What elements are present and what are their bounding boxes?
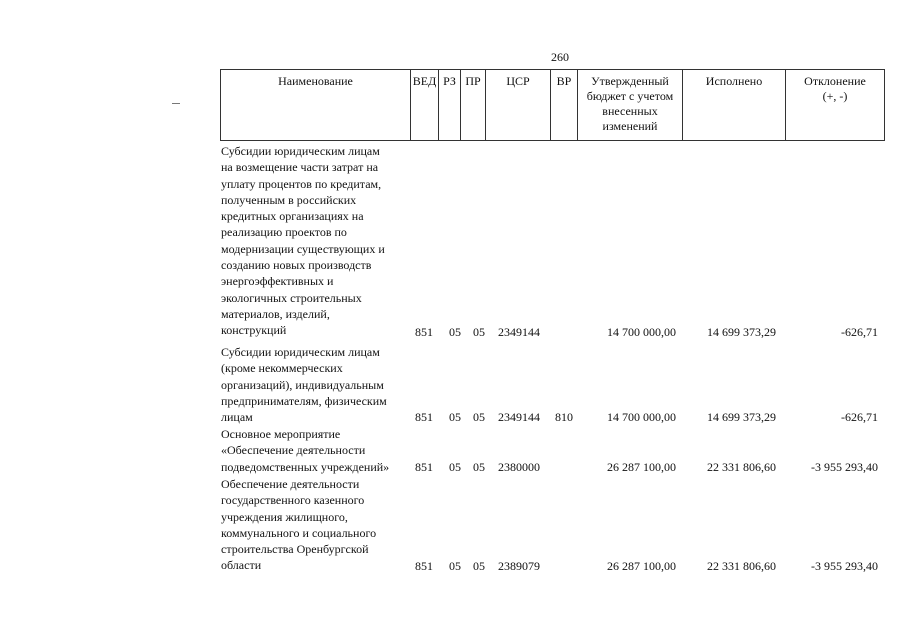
row-csr: 2349144 <box>498 410 540 424</box>
row-approved: 14 700 000,00 <box>607 410 676 424</box>
header-executed: Исполнено <box>683 70 786 140</box>
row-deviation: -3 955 293,40 <box>811 460 878 474</box>
row-deviation: -3 955 293,40 <box>811 559 878 573</box>
table-header <box>220 69 885 141</box>
row-deviation: -626,71 <box>841 410 878 424</box>
table-row <box>221 426 886 475</box>
row-csr: 2389079 <box>498 559 540 573</box>
header-csr: ЦСР <box>486 70 551 140</box>
row-executed: 14 699 373,29 <box>707 325 776 339</box>
table-row <box>221 476 886 574</box>
row-ved: 851 <box>415 460 433 474</box>
row-ved: 851 <box>415 559 433 573</box>
row-rz: 05 <box>449 410 461 424</box>
header-deviation: Отклонение (+, -) <box>804 74 866 103</box>
margin-mark <box>172 103 180 104</box>
row-ved: 851 <box>415 410 433 424</box>
row-name: Субсидии юридическим лицам на возмещение части затрат на уплату процентов по кредитам, полученным в российских кредитных организациях на реализацию проектов по модернизации существующих и созданию новых производств энергоэффективных и экологичных строительных материалов, изделий, конструкций <box>221 144 385 338</box>
row-ved: 851 <box>415 325 433 339</box>
header-ved: ВЕД <box>411 70 439 140</box>
row-csr: 2349144 <box>498 325 540 339</box>
row-approved: 14 700 000,00 <box>607 325 676 339</box>
row-name: Основное мероприятие «Обеспечение деятельности подведомственных учреждений» <box>221 427 390 474</box>
row-vr: 810 <box>555 410 573 424</box>
header-vr: ВР <box>551 70 578 140</box>
row-pr: 05 <box>473 410 485 424</box>
row-pr: 05 <box>473 559 485 573</box>
header-approved: Утвержденный бюджет с учетом внесенных изменений <box>578 70 683 140</box>
row-executed: 14 699 373,29 <box>707 410 776 424</box>
row-rz: 05 <box>449 325 461 339</box>
row-approved: 26 287 100,00 <box>607 460 676 474</box>
header-rz: РЗ <box>439 70 461 140</box>
row-csr: 2380000 <box>498 460 540 474</box>
row-name: Субсидии юридическим лицам (кроме некоммерческих организаций), индивидуальным предпринимателям, физическим лицам <box>221 345 387 425</box>
row-deviation: -626,71 <box>841 325 878 339</box>
table-row <box>221 344 886 425</box>
page-number: 260 <box>551 50 569 64</box>
row-executed: 22 331 806,60 <box>707 559 776 573</box>
row-executed: 22 331 806,60 <box>707 460 776 474</box>
header-pr: ПР <box>461 70 486 140</box>
row-name: Обеспечение деятельности государственного казенного учреждения жилищного, коммунального и социального строительства Оренбургской области <box>221 477 377 573</box>
row-pr: 05 <box>473 325 485 339</box>
row-pr: 05 <box>473 460 485 474</box>
header-name: Наименование <box>221 70 411 140</box>
row-approved: 26 287 100,00 <box>607 559 676 573</box>
row-rz: 05 <box>449 559 461 573</box>
table-row <box>221 143 886 340</box>
row-rz: 05 <box>449 460 461 474</box>
